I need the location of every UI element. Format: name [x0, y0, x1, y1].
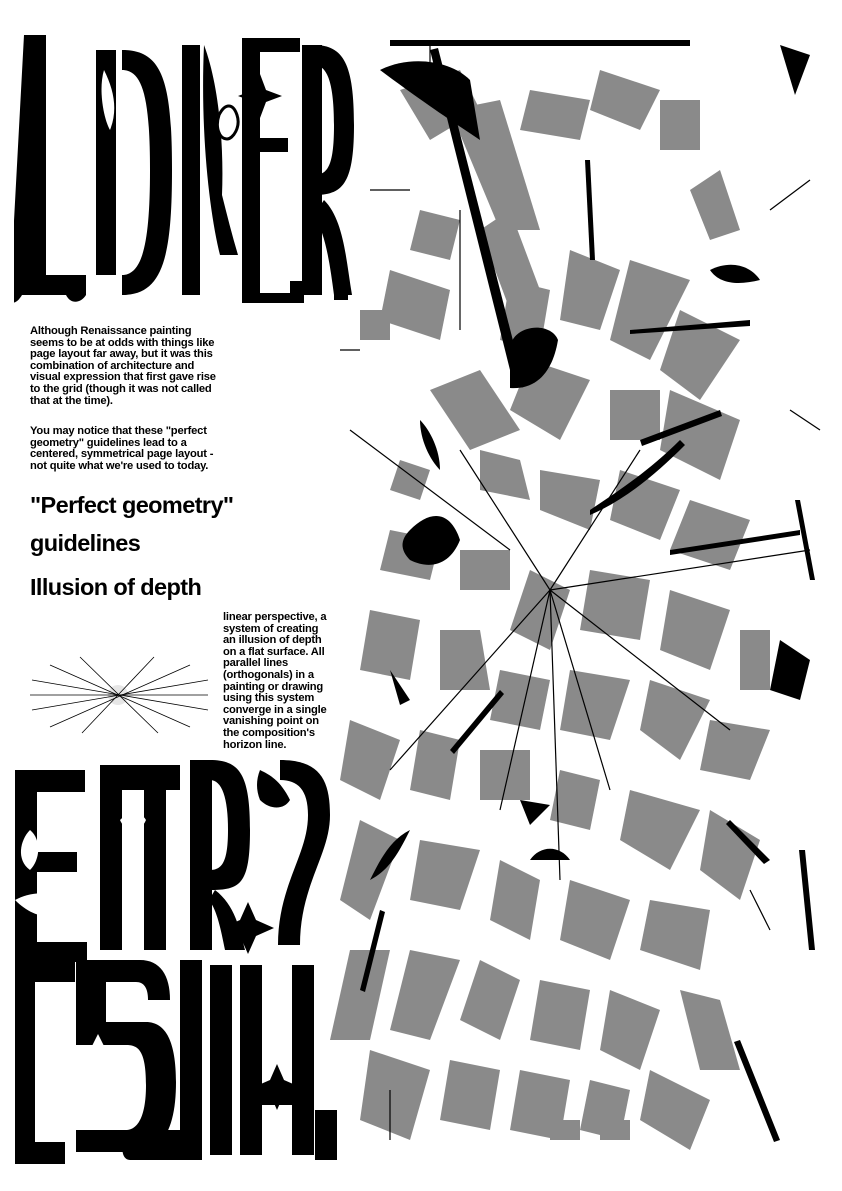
heading-perfect-geometry: "Perfect geometry": [30, 492, 234, 518]
vanishing-point-diagram: [30, 655, 210, 735]
heading-illusion-of-depth: Illusion of depth: [30, 574, 202, 600]
linear-perspective-text: linear perspective, a system of creating an illusion of depth on a flat surface. All parallel lines (orthogonals) in a painting or drawing using this system converge in a single vanishing point on the composition's horizon line.: [223, 611, 327, 751]
note-paragraph: You may notice that these "perfect geometry" guidelines lead to a centered, symmetrical page layout - not quite what we're used to today.: [30, 425, 214, 472]
perspective-abstract-artwork: [330, 30, 830, 1160]
display-lettering-bottom: [10, 750, 340, 1170]
intro-paragraph: Although Renaissance painting seems to be at odds with things like page layout far away, but it was this combination of architecture and visual expression that first gave rise to the grid (though it was not called that at the time).: [30, 325, 216, 407]
heading-guidelines: guidelines: [30, 530, 141, 556]
display-lettering-top: [14, 30, 354, 305]
